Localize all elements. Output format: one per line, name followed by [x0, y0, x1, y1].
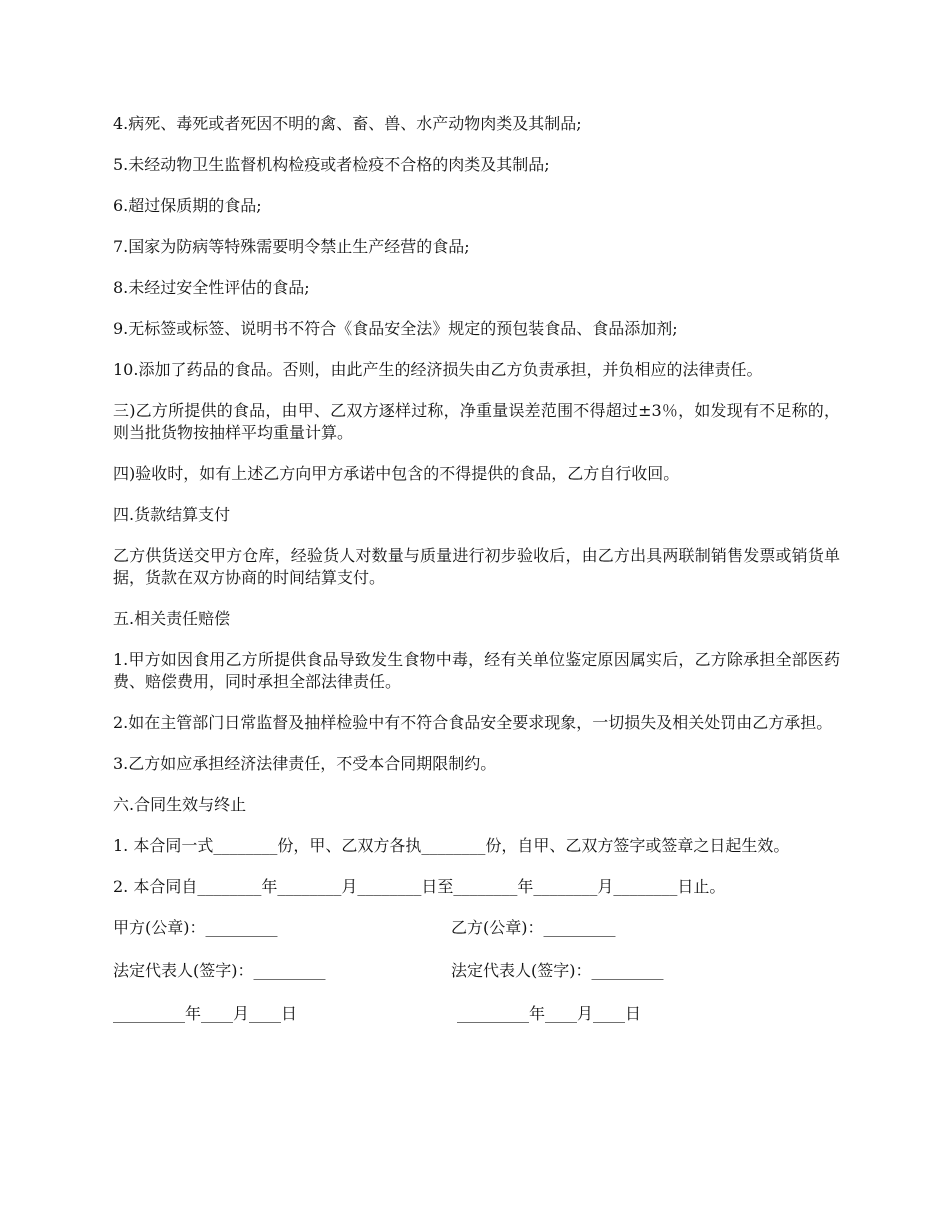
clause-liability-2: 2.如在主管部门日常监督及抽样检验中有不符合食品安全要求现象，一切损失及相关处罚由乙方承担。	[113, 713, 833, 732]
contract-body	[113, 113, 840, 1046]
clause-liability-1: 1.甲方如因食用乙方所提供食品导致发生食物中毒，经有关单位鉴定原因属实后，乙方除承担全部医药费、赔偿费用，同时承担全部法律责任。	[113, 650, 840, 691]
clause-item-4: 4.病死、毒死或者死因不明的禽、畜、兽、水产动物肉类及其制品;	[113, 114, 582, 133]
signature-row-date	[113, 1003, 840, 1025]
clause-acceptance: 四)验收时，如有上述乙方向甲方承诺中包含的不得提供的食品，乙方自行收回。	[113, 464, 680, 483]
section-heading-payment: 四.货款结算支付	[113, 505, 231, 524]
clause-item-10: 10.添加了药品的食品。否则，由此产生的经济损失由乙方负责承担，并负相应的法律责任。	[113, 360, 763, 379]
signature-row-seal	[113, 917, 840, 939]
clause-effect-2: 2. 本合同自________年________月________日至________年________月________日止。	[113, 877, 726, 896]
party-a-date: _________年____月____日	[113, 1004, 298, 1023]
clause-liability-3: 3.乙方如应承担经济法律责任，不受本合同期限制约。	[113, 754, 497, 773]
clause-effect-1: 1. 本合同一式________份，甲、乙双方各执________份，自甲、乙双方签字或签章之日起生效。	[113, 836, 790, 855]
clause-item-6: 6.超过保质期的食品;	[113, 196, 262, 215]
clause-item-8: 8.未经过安全性评估的食品;	[113, 278, 310, 297]
section-heading-liability: 五.相关责任赔偿	[113, 609, 231, 628]
party-b-seal: 乙方(公章)：_________	[451, 918, 616, 937]
party-b-date: _________年____月____日	[457, 1004, 642, 1023]
clause-item-7: 7.国家为防病等特殊需要明令禁止生产经营的食品;	[113, 237, 470, 256]
clause-item-5: 5.未经动物卫生监督机构检疫或者检疫不合格的肉类及其制品;	[113, 155, 550, 174]
clause-payment: 乙方供货送交甲方仓库，经验货人对数量与质量进行初步验收后，由乙方出具两联制销售发票或销货单据，货款在双方协商的时间结算支付。	[113, 546, 840, 587]
party-b-representative: 法定代表人(签字)：_________	[451, 961, 664, 980]
section-heading-effect: 六.合同生效与终止	[113, 795, 247, 814]
signature-row-representative	[113, 960, 840, 982]
clause-weighing: 三)乙方所提供的食品，由甲、乙双方逐样过称，净重量误差范围不得超过±3％，如发现有不足称的，则当批货物按抽样平均重量计算。	[113, 401, 840, 442]
party-a-seal: 甲方(公章)：_________	[113, 918, 278, 937]
clause-item-9: 9.无标签或标签、说明书不符合《食品安全法》规定的预包装食品、食品添加剂;	[113, 319, 678, 338]
party-a-representative: 法定代表人(签字)：_________	[113, 961, 326, 980]
